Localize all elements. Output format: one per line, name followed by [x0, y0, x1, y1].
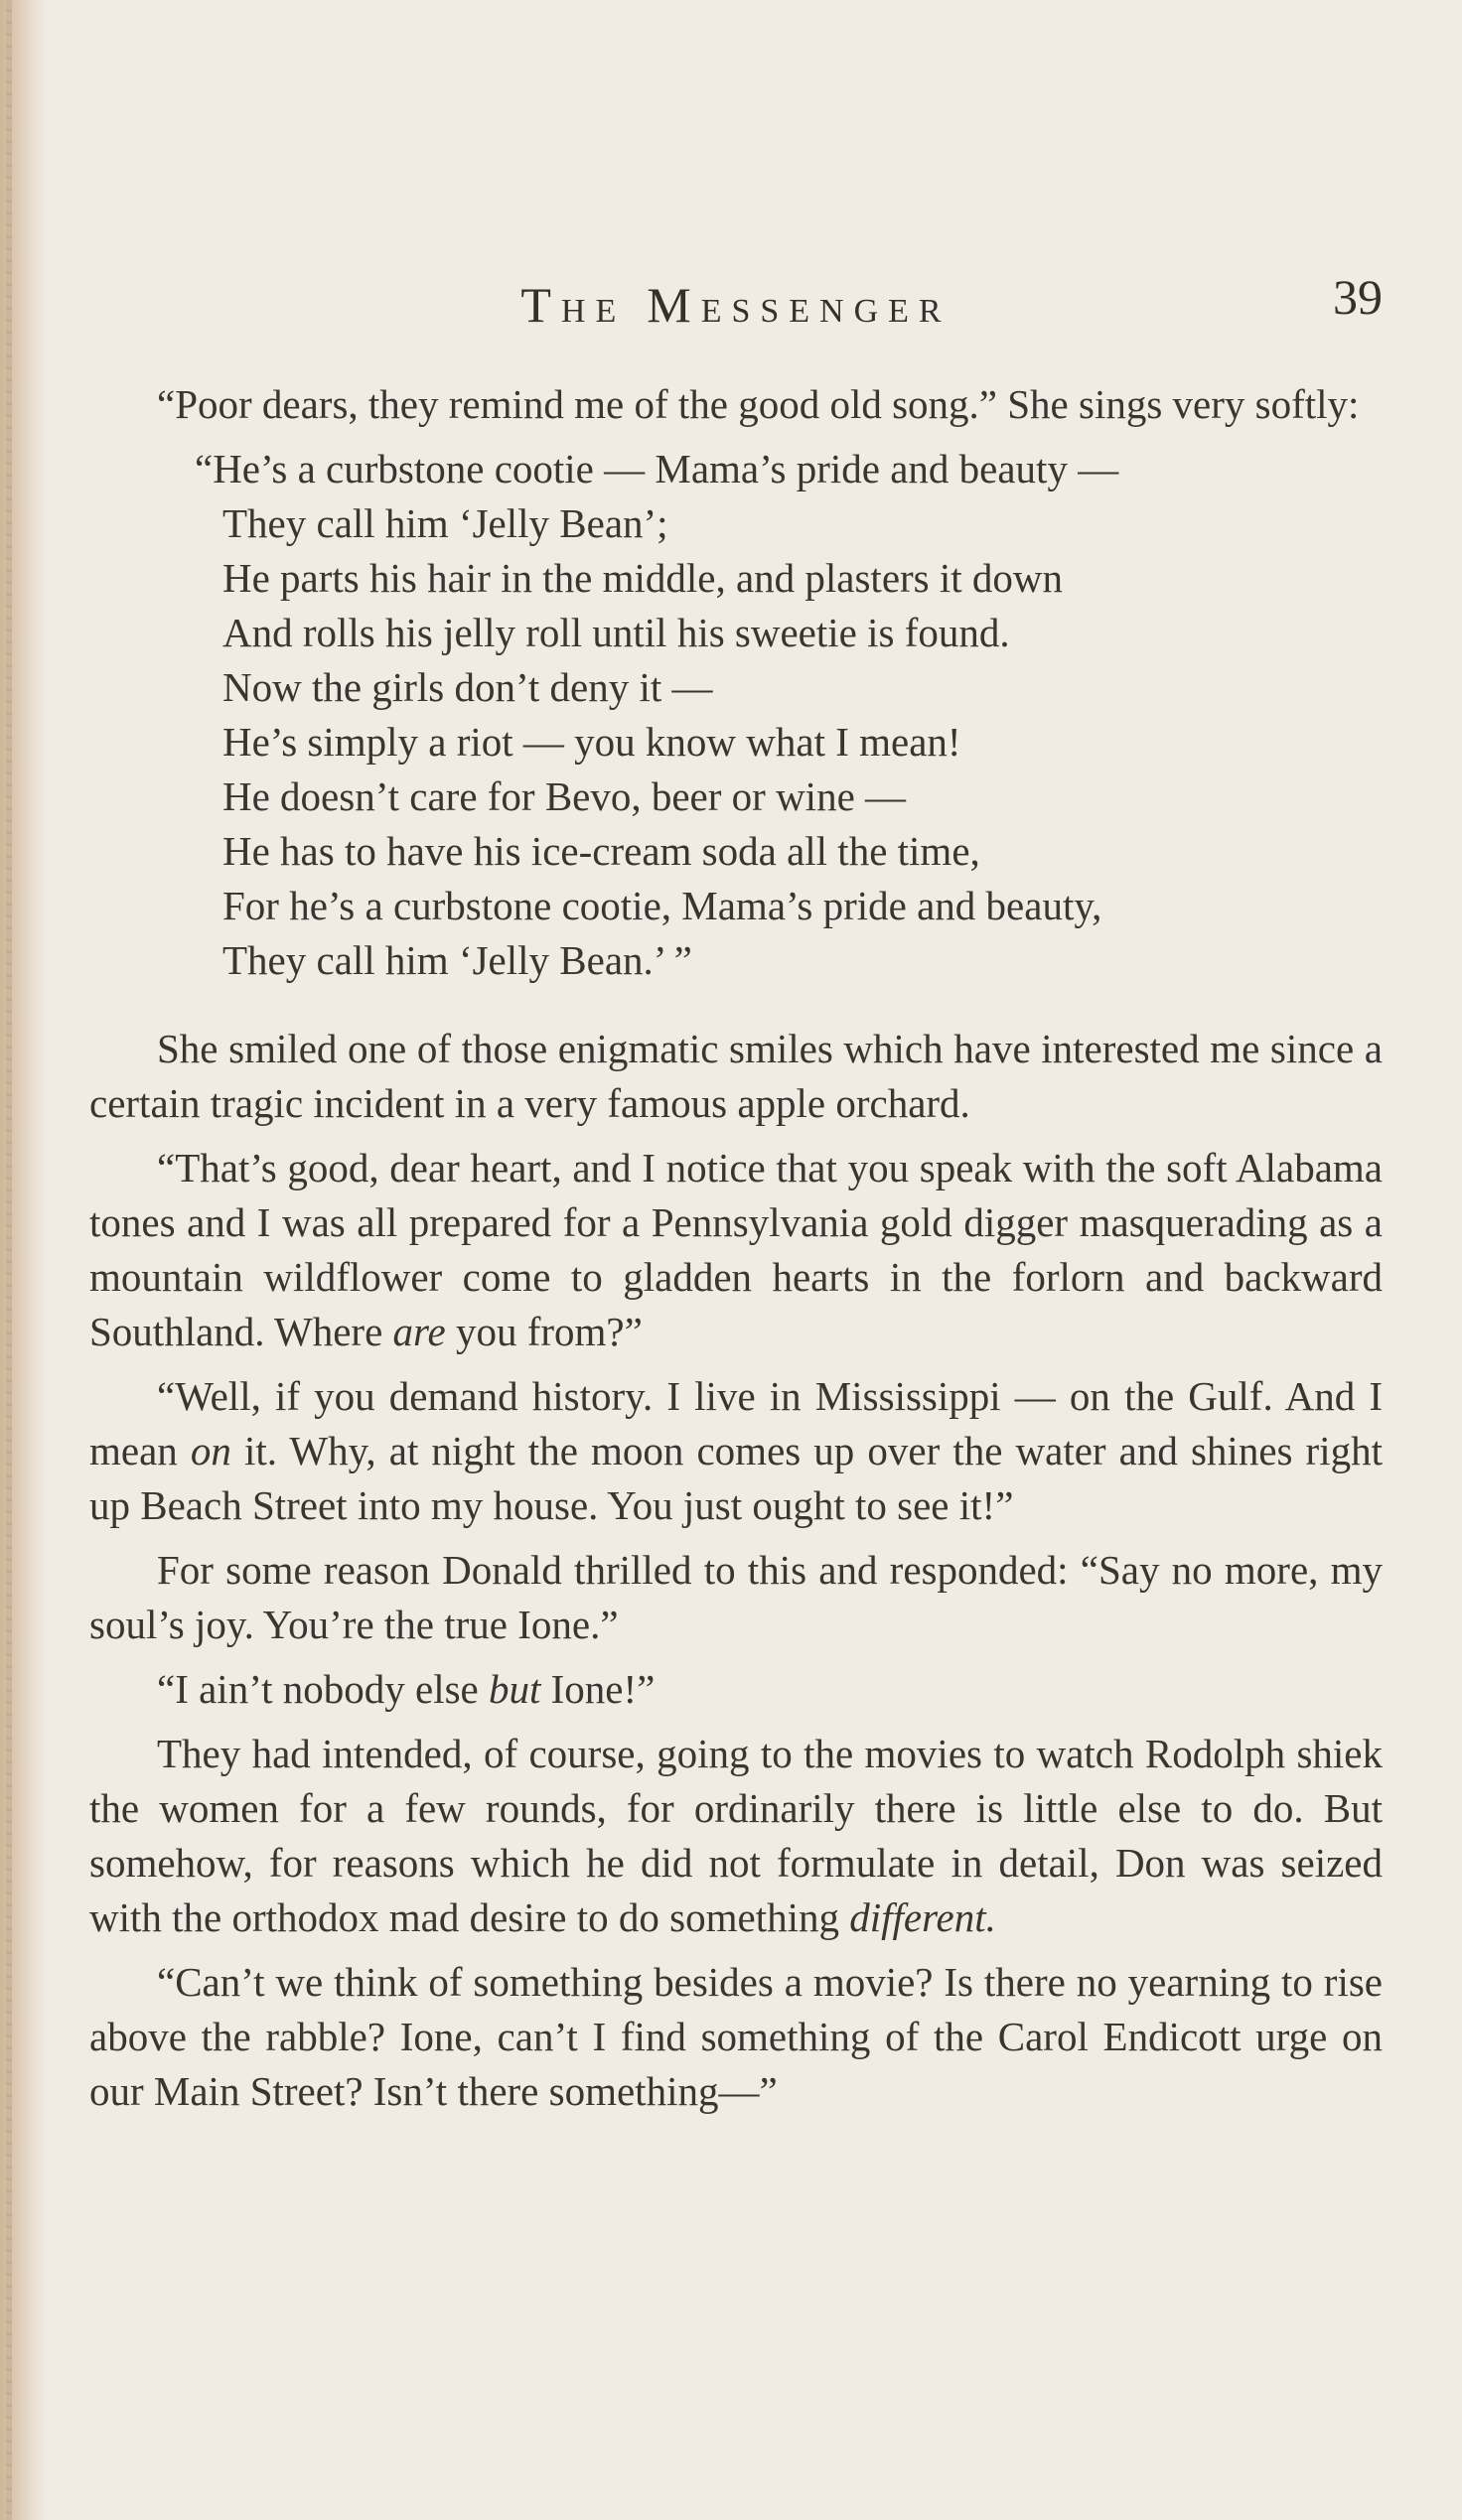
title-smallcaps-messenger: ESSENGER — [700, 293, 951, 330]
text-run: “I ain’t nobody else — [157, 1666, 489, 1712]
verse-line: Now the girls don’t deny it — — [222, 664, 713, 710]
paragraph: She smiled one of those enigmatic smiles which have interested me since a certain tragic incident in a very famous apple orchard. — [89, 1026, 1383, 1126]
paragraph — [89, 1141, 1383, 1359]
page-body — [89, 377, 1383, 2119]
paragraph: For some reason Donald thrilled to this and responded: “Say no more, my soul’s joy. You’re the true Ione.” — [89, 1547, 1383, 1647]
title-smallcaps-the: HE — [560, 293, 627, 330]
paragraph: “Poor dears, they remind me of the good old song.” She sings very softly: — [157, 381, 1360, 427]
verse-line: He parts his hair in the middle, and plasters it down — [222, 555, 1064, 601]
text-run: They had intended, of course, going to the movies to watch Rodolph shiek the women for a few rounds, for ordinarily there is little else to do. But somehow, for reasons which he did not formulate in detail, Don was seized with the orthodox mad desire to do something — [89, 1731, 1383, 1940]
verse-line: “He’s a curbstone cootie — Mama’s pride and beauty — — [195, 446, 1119, 491]
verse-line: They call him ‘Jelly Bean.’ ” — [222, 937, 692, 983]
paragraph — [89, 1727, 1383, 1945]
verse-line: And rolls his jelly roll until his sweetie is found. — [222, 610, 1010, 655]
verse-line: He’s simply a riot — you know what I mean! — [222, 719, 961, 765]
title-initial-messenger: M — [647, 277, 701, 333]
page-number: 39 — [1333, 269, 1383, 325]
text-run: you from?” — [445, 1309, 643, 1354]
verse-line: He has to have his ice-cream soda all the time, — [222, 828, 980, 874]
running-title — [89, 276, 1383, 334]
emphasis: but — [489, 1666, 541, 1712]
paragraph — [89, 1369, 1383, 1533]
text-run: it. Why, at night the moon comes up over the water and shines right up Beach Street into my house. You just ought to see it!” — [89, 1428, 1383, 1528]
text-run: “Well, if you demand history. I live in Mississippi — on the Gulf. And I mean — [89, 1373, 1383, 1473]
paragraph — [89, 1662, 1383, 1717]
emphasis: are — [392, 1309, 446, 1354]
running-header — [89, 268, 1383, 338]
paragraph: “Can’t we think of something besides a movie? Is there no yearning to rise above the rabble? Ione, can’t I find something of the Carol Endicott urge on our Main Street? Isn’t there something—” — [89, 1959, 1383, 2114]
title-initial-the: T — [520, 277, 561, 333]
song-verse — [89, 442, 1383, 988]
book-spine-edge — [6, 0, 12, 2520]
emphasis: on — [190, 1428, 231, 1473]
verse-line: They call him ‘Jelly Bean’; — [222, 500, 668, 546]
verse-line: For he’s a curbstone cootie, Mama’s pride and beauty, — [222, 883, 1102, 928]
verse-line: He doesn’t care for Bevo, beer or wine — — [222, 773, 907, 819]
text-run: “That’s good, dear heart, and I notice that you speak with the soft Alabama tones and I was all prepared for a Pennsylvania gold digger masquerading as a mountain wildflower come to gladden hearts in the forlorn and backward Southland. Where — [89, 1145, 1383, 1354]
text-run: Ione!” — [540, 1666, 656, 1712]
emphasis: different. — [849, 1894, 996, 1940]
